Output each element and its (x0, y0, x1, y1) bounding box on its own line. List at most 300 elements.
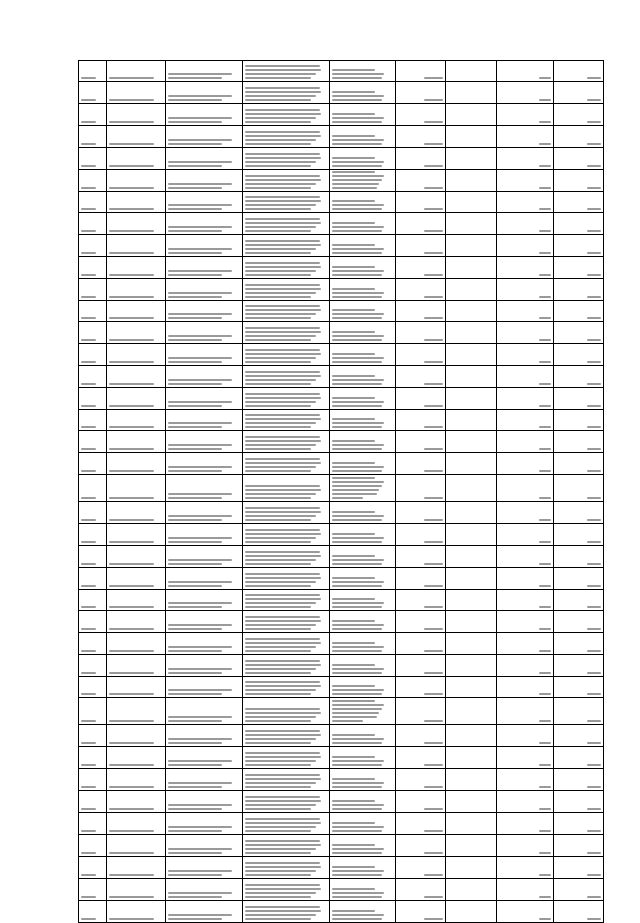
table-row (79, 524, 604, 546)
purpose-text-line (332, 335, 384, 337)
location-cell (166, 502, 243, 524)
category-text-line (245, 121, 311, 123)
purpose-cell (330, 813, 396, 835)
purpose-text-line (332, 511, 375, 513)
location-text-line (168, 339, 222, 341)
area-text-line (424, 497, 443, 499)
table-row (79, 126, 604, 148)
purpose-text-line (332, 782, 384, 784)
location-text-line (168, 226, 232, 228)
num-cell (79, 611, 107, 633)
extra-cell (554, 170, 604, 192)
purpose-text-line (332, 720, 363, 722)
share-cell (446, 410, 497, 431)
cadastral-text-line (109, 361, 154, 363)
category-text-line (245, 161, 316, 163)
cadastral-text-line (109, 405, 154, 407)
num-text-line (81, 426, 96, 428)
location-text-line (168, 187, 222, 189)
category-text-line (245, 563, 311, 565)
cadastral-text-line (109, 585, 154, 587)
cadastral-text-line (109, 519, 154, 521)
table-row (79, 170, 604, 192)
extra-text-line (587, 519, 601, 521)
extra-text-line (587, 786, 601, 788)
ratio-text-line (539, 563, 551, 565)
extra-cell (554, 655, 604, 677)
category-text-line (245, 448, 311, 450)
location-text-line (168, 541, 222, 543)
num-cell (79, 725, 107, 747)
location-text-line (168, 121, 222, 123)
extra-cell (554, 813, 604, 835)
num-cell (79, 366, 107, 388)
num-text-line (81, 77, 96, 79)
ratio-text-line (539, 585, 551, 587)
purpose-text-line (332, 896, 382, 898)
num-cell (79, 148, 107, 170)
area-text-line (424, 786, 443, 788)
share-cell (446, 366, 497, 388)
purpose-text-line (332, 602, 384, 604)
category-cell (243, 568, 330, 590)
purpose-text-line (332, 175, 384, 177)
area-cell (396, 453, 446, 475)
ratio-cell (497, 857, 554, 879)
category-cell (243, 590, 330, 611)
purpose-cell (330, 126, 396, 148)
purpose-text-line (332, 555, 375, 557)
area-cell (396, 725, 446, 747)
extra-text-line (587, 918, 601, 920)
category-text-line (245, 266, 321, 268)
purpose-text-line (332, 397, 375, 399)
location-cell (166, 698, 243, 725)
cadastral-text-line (109, 852, 154, 854)
location-text-line (168, 448, 222, 450)
cadastral-text-line (109, 808, 154, 810)
category-text-line (245, 840, 320, 842)
location-text-line (168, 252, 222, 254)
category-text-line (245, 401, 316, 403)
num-text-line (81, 405, 96, 407)
purpose-cell (330, 677, 396, 698)
purpose-text-line (332, 248, 384, 250)
num-cell (79, 344, 107, 366)
table-row (79, 502, 604, 524)
location-text-line (168, 73, 232, 75)
share-cell (446, 301, 497, 322)
cadastral-cell (107, 82, 166, 104)
purpose-text-line (332, 577, 375, 579)
ratio-text-line (539, 77, 551, 79)
cadastral-cell (107, 879, 166, 901)
num-cell (79, 747, 107, 769)
location-cell (166, 568, 243, 590)
location-text-line (168, 870, 232, 872)
cadastral-cell (107, 170, 166, 192)
cadastral-cell (107, 769, 166, 791)
purpose-text-line (332, 200, 375, 202)
category-text-line (245, 738, 316, 740)
cadastral-text-line (109, 896, 154, 898)
category-text-line (245, 179, 321, 181)
location-cell (166, 148, 243, 170)
category-cell (243, 475, 330, 502)
category-text-line (245, 196, 320, 198)
table-row (79, 655, 604, 677)
location-text-line (168, 672, 222, 674)
area-cell (396, 611, 446, 633)
category-cell (243, 633, 330, 655)
share-cell (446, 698, 497, 725)
table-row (79, 279, 604, 301)
purpose-text-line (332, 69, 375, 71)
area-text-line (424, 470, 443, 472)
purpose-cell (330, 901, 396, 923)
num-text-line (81, 143, 96, 145)
category-text-line (245, 602, 316, 604)
extra-cell (554, 82, 604, 104)
purpose-cell (330, 835, 396, 857)
area-text-line (424, 230, 443, 232)
purpose-text-line (332, 585, 382, 587)
location-cell (166, 791, 243, 813)
table-row (79, 857, 604, 879)
table-row (79, 322, 604, 344)
category-text-line (245, 822, 321, 824)
purpose-text-line (332, 353, 375, 355)
category-cell (243, 104, 330, 126)
location-text-line (168, 804, 232, 806)
extra-cell (554, 104, 604, 126)
category-text-line (245, 187, 311, 189)
num-text-line (81, 99, 96, 101)
table-row (79, 344, 604, 366)
extra-text-line (587, 585, 601, 587)
category-text-line (245, 183, 316, 185)
category-text-line (245, 440, 321, 442)
purpose-text-line (332, 466, 384, 468)
num-cell (79, 126, 107, 148)
area-cell (396, 344, 446, 366)
location-text-line (168, 559, 232, 561)
category-text-line (245, 541, 311, 543)
location-cell (166, 366, 243, 388)
num-cell (79, 104, 107, 126)
category-text-line (245, 135, 321, 137)
category-cell (243, 235, 330, 257)
location-text-line (168, 716, 232, 718)
location-text-line (168, 918, 222, 920)
cadastral-text-line (109, 606, 154, 608)
location-text-line (168, 782, 232, 784)
area-cell (396, 546, 446, 568)
area-text-line (424, 317, 443, 319)
ratio-cell (497, 192, 554, 213)
purpose-text-line (332, 91, 375, 93)
purpose-cell (330, 410, 396, 431)
extra-cell (554, 257, 604, 279)
num-cell (79, 61, 107, 82)
category-text-line (245, 274, 311, 276)
category-text-line (245, 906, 320, 908)
num-cell (79, 170, 107, 192)
num-text-line (81, 650, 96, 652)
table-row (79, 431, 604, 453)
category-text-line (245, 830, 311, 832)
category-text-line (245, 896, 311, 898)
ratio-text-line (539, 808, 551, 810)
extra-text-line (587, 121, 601, 123)
purpose-text-line (332, 830, 382, 832)
location-text-line (168, 742, 222, 744)
location-cell (166, 835, 243, 857)
location-text-line (168, 738, 232, 740)
category-text-line (245, 720, 311, 722)
table-row (79, 725, 604, 747)
ratio-cell (497, 769, 554, 791)
category-text-line (245, 818, 320, 820)
cadastral-cell (107, 813, 166, 835)
num-text-line (81, 339, 96, 341)
cadastral-text-line (109, 274, 154, 276)
purpose-text-line (332, 462, 375, 464)
category-text-line (245, 497, 311, 499)
location-text-line (168, 646, 232, 648)
purpose-text-line (332, 760, 384, 762)
extra-cell (554, 453, 604, 475)
purpose-text-line (332, 581, 384, 583)
category-text-line (245, 624, 316, 626)
ratio-text-line (539, 274, 551, 276)
area-cell (396, 747, 446, 769)
purpose-text-line (332, 497, 363, 499)
share-cell (446, 104, 497, 126)
location-text-line (168, 95, 232, 97)
extra-text-line (587, 563, 601, 565)
location-cell (166, 857, 243, 879)
num-text-line (81, 786, 96, 788)
category-text-line (245, 157, 321, 159)
category-text-line (245, 426, 311, 428)
cadastral-text-line (109, 187, 154, 189)
category-cell (243, 192, 330, 213)
location-cell (166, 769, 243, 791)
share-cell (446, 453, 497, 475)
category-cell (243, 901, 330, 923)
purpose-text-line (332, 222, 375, 224)
purpose-cell (330, 698, 396, 725)
cadastral-text-line (109, 628, 154, 630)
cadastral-cell (107, 568, 166, 590)
purpose-text-line (332, 642, 375, 644)
num-text-line (81, 383, 96, 385)
cadastral-cell (107, 901, 166, 923)
area-text-line (424, 808, 443, 810)
ratio-cell (497, 655, 554, 677)
num-cell (79, 813, 107, 835)
extra-cell (554, 126, 604, 148)
location-cell (166, 235, 243, 257)
ratio-cell (497, 126, 554, 148)
cadastral-cell (107, 279, 166, 301)
table-row (79, 901, 604, 923)
location-text-line (168, 826, 232, 828)
purpose-text-line (332, 208, 382, 210)
num-text-line (81, 852, 96, 854)
num-text-line (81, 519, 96, 521)
category-cell (243, 213, 330, 235)
share-cell (446, 475, 497, 502)
ratio-text-line (539, 896, 551, 898)
table-row (79, 791, 604, 813)
category-text-line (245, 918, 311, 920)
num-text-line (81, 252, 96, 254)
purpose-text-line (332, 165, 382, 167)
extra-text-line (587, 274, 601, 276)
purpose-text-line (332, 266, 375, 268)
num-text-line (81, 764, 96, 766)
purpose-text-line (332, 918, 382, 920)
area-cell (396, 388, 446, 410)
category-text-line (245, 734, 321, 736)
num-text-line (81, 187, 96, 189)
ratio-text-line (539, 165, 551, 167)
ratio-text-line (539, 519, 551, 521)
location-text-line (168, 383, 222, 385)
purpose-cell (330, 791, 396, 813)
category-text-line (245, 642, 321, 644)
num-text-line (81, 742, 96, 744)
purpose-text-line (332, 874, 382, 876)
purpose-text-line (332, 519, 382, 521)
area-text-line (424, 165, 443, 167)
purpose-text-line (332, 485, 382, 487)
ratio-cell (497, 725, 554, 747)
share-cell (446, 901, 497, 923)
cadastral-text-line (109, 563, 154, 565)
cadastral-text-line (109, 830, 154, 832)
category-cell (243, 170, 330, 192)
ratio-cell (497, 322, 554, 344)
extra-cell (554, 431, 604, 453)
ratio-cell (497, 279, 554, 301)
category-cell (243, 725, 330, 747)
category-text-line (245, 248, 316, 250)
category-text-line (245, 616, 320, 618)
purpose-text-line (332, 804, 384, 806)
category-text-line (245, 208, 311, 210)
category-text-line (245, 444, 316, 446)
extra-text-line (587, 361, 601, 363)
table-row (79, 257, 604, 279)
category-text-line (245, 826, 316, 828)
share-cell (446, 655, 497, 677)
purpose-text-line (332, 383, 382, 385)
location-text-line (168, 848, 232, 850)
category-text-line (245, 660, 320, 662)
ratio-text-line (539, 383, 551, 385)
ratio-cell (497, 366, 554, 388)
category-cell (243, 388, 330, 410)
location-text-line (168, 689, 232, 691)
category-text-line (245, 628, 311, 630)
location-text-line (168, 274, 222, 276)
area-text-line (424, 296, 443, 298)
extra-text-line (587, 693, 601, 695)
table-row (79, 148, 604, 170)
category-cell (243, 524, 330, 546)
num-text-line (81, 208, 96, 210)
cadastral-cell (107, 148, 166, 170)
category-text-line (245, 716, 316, 718)
purpose-cell (330, 61, 396, 82)
purpose-text-line (332, 664, 375, 666)
num-text-line (81, 874, 96, 876)
purpose-cell (330, 590, 396, 611)
category-text-line (245, 288, 321, 290)
category-cell (243, 322, 330, 344)
purpose-cell (330, 279, 396, 301)
purpose-text-line (332, 444, 384, 446)
category-text-line (245, 577, 321, 579)
cadastral-cell (107, 192, 166, 213)
table-row (79, 633, 604, 655)
purpose-text-line (332, 113, 375, 115)
share-cell (446, 502, 497, 524)
cadastral-text-line (109, 165, 154, 167)
area-cell (396, 590, 446, 611)
cadastral-text-line (109, 650, 154, 652)
category-text-line (245, 712, 321, 714)
extra-cell (554, 698, 604, 725)
category-text-line (245, 555, 321, 557)
num-text-line (81, 918, 96, 920)
cadastral-text-line (109, 918, 154, 920)
purpose-text-line (332, 892, 384, 894)
purpose-cell (330, 769, 396, 791)
cadastral-text-line (109, 143, 154, 145)
location-text-line (168, 270, 232, 272)
purpose-text-line (332, 598, 375, 600)
table-row (79, 568, 604, 590)
location-text-line (168, 248, 232, 250)
purpose-cell (330, 747, 396, 769)
table-row (79, 813, 604, 835)
purpose-text-line (332, 624, 384, 626)
ratio-cell (497, 568, 554, 590)
share-cell (446, 835, 497, 857)
num-cell (79, 301, 107, 322)
location-cell (166, 611, 243, 633)
purpose-text-line (332, 489, 379, 491)
category-text-line (245, 87, 320, 89)
ratio-cell (497, 104, 554, 126)
extra-cell (554, 322, 604, 344)
extra-cell (554, 901, 604, 923)
ratio-text-line (539, 764, 551, 766)
extra-text-line (587, 99, 601, 101)
purpose-text-line (332, 764, 382, 766)
category-cell (243, 857, 330, 879)
category-text-line (245, 672, 311, 674)
cadastral-text-line (109, 208, 154, 210)
purpose-text-line (332, 440, 375, 442)
ratio-text-line (539, 541, 551, 543)
extra-cell (554, 148, 604, 170)
table-row (79, 213, 604, 235)
